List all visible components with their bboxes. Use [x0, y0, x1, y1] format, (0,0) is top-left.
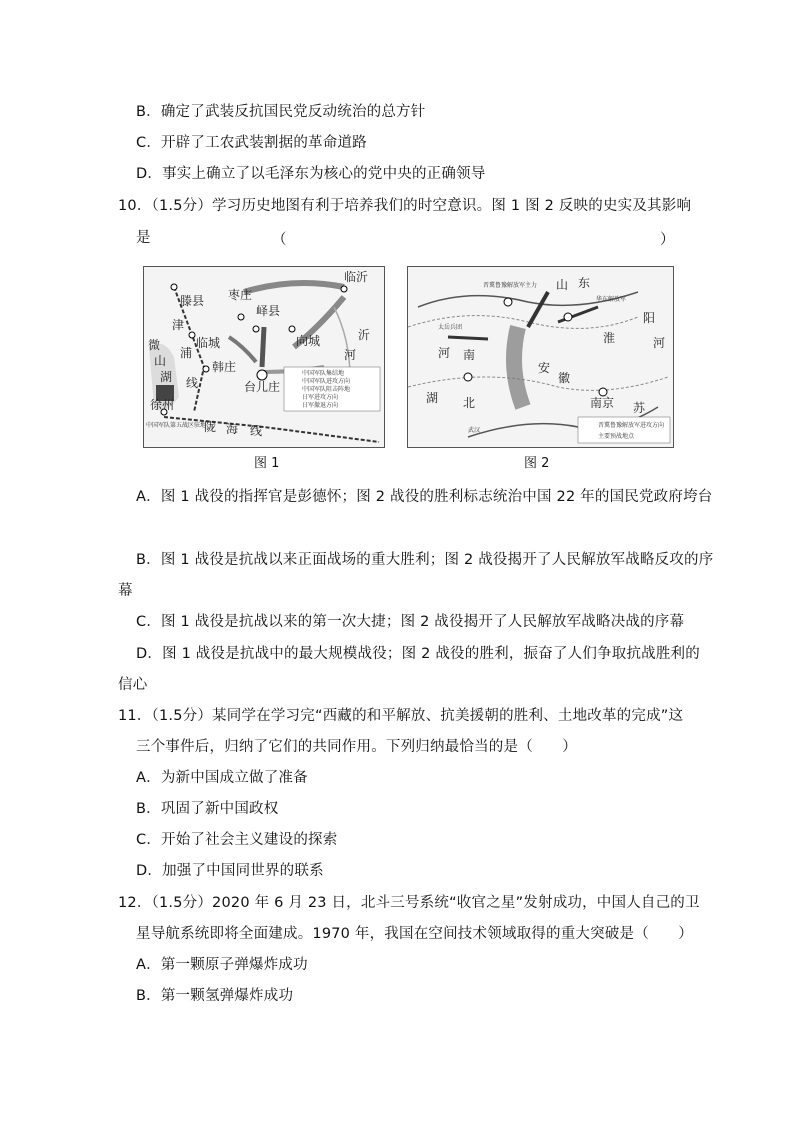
- label-xian: 线: [186, 376, 199, 390]
- city-dot-hanzhuang: [203, 366, 209, 372]
- label-corps: 晋冀鲁豫解放军主力: [483, 282, 538, 289]
- q10-option-b-line1: B．图 1 战役是抗战以来正面战场的重大胜利；图 2 战役揭开了人民解放军战略反攻的序: [136, 552, 714, 568]
- label-huai: 淮: [603, 331, 616, 345]
- arrow-south: [262, 327, 264, 367]
- marker-2: [564, 313, 572, 321]
- q10-option-d-line2: 信心: [118, 677, 148, 693]
- main-advance-arrow: [514, 327, 523, 407]
- label-east-army: 华东解放军: [596, 296, 627, 303]
- q10-paren-right: ）: [660, 232, 675, 248]
- q10-option-a: A．图 1 战役的指挥官是彭德怀；图 2 战役的胜利标志统治中国 22 年的国民党政府垮台: [136, 489, 713, 505]
- city-dot-zaozhuang: [238, 314, 244, 320]
- q12-stem-line2: 星导航系统即将全面建成。1970 年，我国在空间技术领域取得的重大突破是（ ）: [136, 926, 694, 942]
- label-taierzhuang: 台儿庄: [244, 380, 281, 394]
- label-yi: 沂: [358, 328, 371, 342]
- label-linyi: 临沂: [344, 270, 369, 284]
- q10-option-c: C．图 1 战役是抗战以来的第一次大捷；图 2 战役揭开了人民解放军战略决战的序幕: [136, 614, 685, 630]
- label-he: 河: [438, 346, 451, 360]
- q9-option-c: C．开辟了工农武装割据的革命道路: [136, 135, 367, 151]
- q11-option-b: B．巩固了新中国政权: [136, 801, 279, 817]
- label-yixian: 峄县: [256, 304, 281, 318]
- q11-option-c: C．开始了社会主义建设的探索: [136, 832, 338, 848]
- fig1-legend-4: 日军撤退方向: [302, 402, 339, 409]
- label-nanjing: 南京: [590, 396, 615, 410]
- city-dot-teng: [171, 284, 177, 290]
- label-hanzhuang: 韩庄: [212, 360, 237, 374]
- label-base: 中国军队第五战区驻地: [146, 422, 207, 429]
- city-dot-lincheng: [189, 332, 195, 338]
- fig2-legend-0: 晋冀鲁豫解放军进攻方向: [598, 422, 665, 429]
- label-xian2: 线: [250, 424, 263, 438]
- label-long: 陇: [204, 420, 217, 434]
- q10-option-b-line2: 幕: [118, 583, 133, 599]
- figure-1-svg: [144, 267, 384, 447]
- label-he: 河: [344, 348, 357, 362]
- arrow-taiyue: [448, 337, 488, 339]
- marker-3: [464, 373, 472, 381]
- fig1-legend-3: 日军进攻方向: [302, 394, 339, 401]
- city-dot-yixian: [253, 326, 259, 332]
- label-pu: 浦: [180, 346, 193, 360]
- label-zaozhuang: 枣庄: [228, 288, 253, 302]
- label-jin: 津: [172, 318, 185, 332]
- label-teng: 滕县: [180, 294, 205, 308]
- label-hai: 海: [226, 422, 239, 436]
- label-xiangcheng: 向城: [296, 334, 321, 348]
- label-wuhan: 武汉: [468, 427, 481, 434]
- city-dot-taierzhuang: [257, 370, 267, 380]
- figure-1-map: [143, 266, 385, 448]
- label-xuzhou: 徐州: [150, 398, 175, 412]
- q11-option-a: A．为新中国成立做了准备: [136, 770, 308, 786]
- q11-stem-line1: 11．（1.5分）某同学在学习完“西藏的和平解放、抗美援朝的胜利、土地改革的完成”这: [118, 708, 684, 724]
- figure-2-map: [407, 266, 674, 448]
- fig2-legend-1: 主要预战地点: [598, 433, 635, 440]
- q10-paren-left: （: [272, 232, 287, 248]
- label-dong: 东: [578, 276, 591, 290]
- city-dot-linyi: [341, 286, 347, 292]
- label-wei: 微: [148, 338, 161, 352]
- q12-stem-line1: 12．（1.5分）2020 年 6 月 23 日，北斗三号系统“收官之星”发射成功，中国人自己的卫: [118, 895, 700, 911]
- label-hu: 湖: [160, 370, 173, 384]
- figure-2-caption: 图 2: [524, 456, 550, 471]
- q10-option-d-line1: D．图 1 战役是抗战中的最大规模战役；图 2 战役的胜利，振奋了人们争取抗战胜利的: [136, 646, 700, 662]
- label-lincheng: 临城: [196, 336, 221, 350]
- q9-option-b: B．确定了武装反抗国民党反动统治的总方针: [136, 104, 426, 120]
- label-su: 苏: [633, 401, 646, 415]
- q11-option-d: D．加强了中国同世界的联系: [136, 863, 324, 879]
- figure-1-caption: 图 1: [254, 456, 280, 471]
- fig1-legend-1: 中国军队进攻方向: [302, 378, 351, 385]
- label-yang: 阳: [643, 311, 656, 325]
- q10-stem-line2: 是: [136, 230, 151, 246]
- figure-2-svg: [408, 267, 673, 447]
- q9-option-d: D．事实上确立了以毛泽东为核心的党中央的正确领导: [136, 166, 486, 182]
- label-hu: 湖: [426, 391, 439, 405]
- label-taiyue: 太岳兵团: [438, 324, 463, 331]
- fig1-legend-0: 中国军队集结地: [302, 370, 345, 377]
- label-bei: 北: [463, 396, 476, 410]
- q12-option-b: B．第一颗氢弹爆炸成功: [136, 988, 294, 1004]
- q10-stem-line1: 10．（1.5分）学习历史地图有利于培养我们的时空意识。图 1 图 2 反映的史实及其影响: [118, 198, 692, 214]
- label-he2: 河: [653, 336, 666, 350]
- q11-stem-line2: 三个事件后，归纳了它们的共同作用。下列归纳最恰当的是（ ）: [136, 739, 577, 755]
- label-nan: 南: [463, 348, 476, 362]
- q12-option-a: A．第一颗原子弹爆炸成功: [136, 957, 308, 973]
- label-shan: 山: [154, 354, 167, 368]
- city-dot-xiangcheng: [289, 326, 295, 332]
- label-shan: 山: [556, 278, 569, 292]
- fig1-legend-2: 中国军队阻击阵地: [302, 386, 351, 393]
- marker-nanjing: [599, 388, 607, 396]
- label-hui: 徽: [558, 371, 571, 385]
- label-an: 安: [538, 361, 551, 375]
- marker-1: [504, 298, 512, 306]
